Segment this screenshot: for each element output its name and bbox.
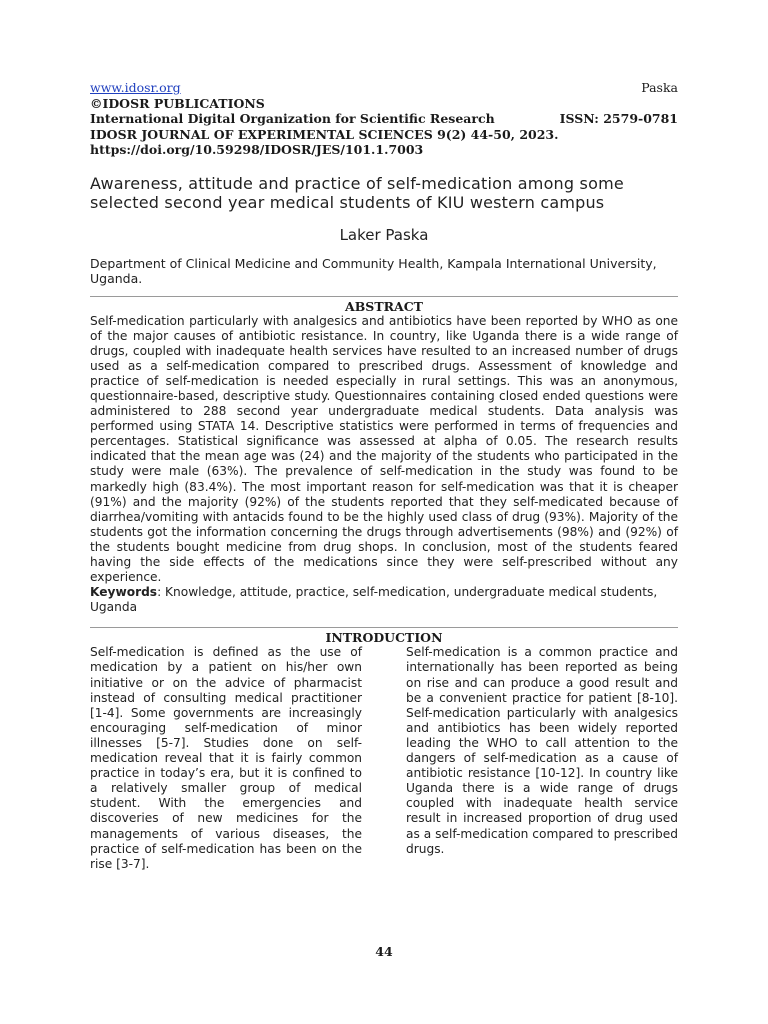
issn: ISSN: 2579-0781 [559,111,678,126]
introduction-right-column: Self-medication is a common practice and internationally has been reported as being on rise and can produce a good result and be a convenient practice for patient [8-10]. Self-medication particularly with analgesics and antibiotics has been widely reported leading the WHO to call attention to the dangers of self-medication as a cause of antibiotic resistance [10-12]. In country like Uganda there is a wide range of drugs coupled with inadequate health service result in increased proportion of drug used as a self-medication compared to prescribed drugs. [406,645,678,856]
journal-citation: IDOSR JOURNAL OF EXPERIMENTAL SCIENCES 9(2) 44-50, 2023. [90,126,559,142]
introduction-left-column: Self-medication is defined as the use of medication by a patient on his/her own initiative or on the advice of pharmacist instead of consulting medical practitioner [1-4]. Some governments are increasingly encouraging self-medication of minor illnesses [5-7]. Studies done on self-medication reveal that it is fairly common practice in today’s era, but it is confined to a relatively smaller group of medical student. With the emergencies and discoveries of new medicines for the managements of various diseases, the practice of self-medication has been on the rise [3-7]. [90,645,362,871]
paper-author: Laker Paska [339,225,429,244]
keywords-list: : Knowledge, attitude, practice, self-medication, undergraduate medical students, Uganda [90,585,658,615]
organization: International Digital Organization for Scientific Research [90,111,495,126]
abstract-text: Self-medication particularly with analgesics and antibiotics have been reported by WHO as one of the major causes of antibiotic resistance. In country, like Uganda there is a wide range of drugs, coupled with inadequate health services have resulted to an increased number of drugs used as a self-medication compared to prescribed drugs. Assessment of knowledge and practice of self-medication is needed especially in rural settings. This was an anonymous, questionnaire-based, descriptive study. Questionnaires containing closed ended questions were administered to 288 second year undergraduate medical students. Data analysis was performed using STATA 14. Descriptive statistics were performed in terms of frequencies and percentages. Statistical significance was assessed at alpha of 0.05. The research results indicated that the mean age was (24) and the majority of the students who participated in the study were male (63%). The prevalence of self-medication in the study was found to be markedly high (83.4%). The most important reason for self-medication was that it is cheaper (91%) and the majority (92%) of the students reported that they self-medicated because of diarrhea/vomiting with antacids found to be the highly used class of drug (93%). Majority of the students got the information concerning the drugs through advertisements (98%) and (92%) of the students bought medicine from drug shops. In conclusion, most of the students feared having the side effects of the medications since they were self-prescribed without any experience. [90,313,678,585]
abstract-heading: ABSTRACT [345,298,423,314]
running-author: Paska [641,80,678,95]
page-number: 44 [375,944,393,959]
introduction-columns [90,645,678,871]
doi: https://doi.org/10.59298/IDOSR/JES/101.1.7003 [90,142,424,157]
affiliation: Department of Clinical Medicine and Community Health, Kampala International University, Uganda. [90,255,657,286]
publisher: ©IDOSR PUBLICATIONS [90,95,265,111]
keywords [90,585,678,615]
divider [90,296,678,297]
journal-header [90,80,678,158]
website-link[interactable]: www.idosr.org [90,80,181,95]
introduction-heading: INTRODUCTION [325,630,443,646]
keywords-label: Keywords [90,585,158,600]
divider [90,627,678,628]
page-content [90,80,678,872]
paper-title: Awareness, attitude and practice of self-medication among some selected second year medical students of KIU western campus [90,173,624,212]
